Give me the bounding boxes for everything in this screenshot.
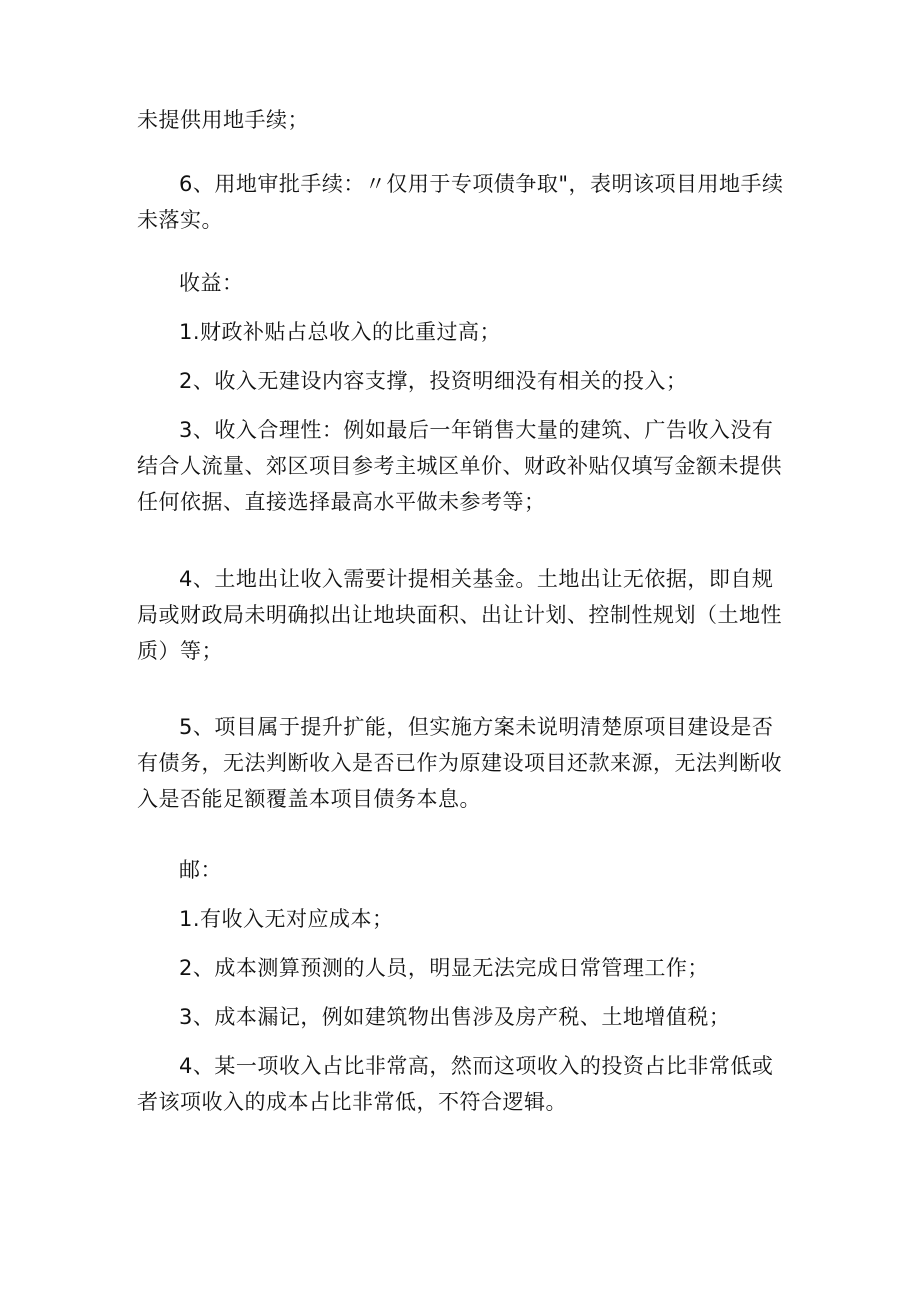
paragraph-land-approval: 6、用地审批手续：〃仅用于专项债争取"，表明该项目用地手续未落实。 (137, 172, 784, 232)
section-heading-revenue: 收益： (179, 271, 244, 295)
list-item-revenue-4: 4、土地出让收入需要计提相关基金。土地出让无依据，即自规局或财政局未明确拟出让地块面积、出让计划、控制性规划（土地性质）等； (137, 567, 782, 663)
list-item-revenue-1: 1.财政补贴占总收入的比重过高； (179, 320, 502, 344)
list-item-revenue-2: 2、收入无建设内容支撑，投资明细没有相关的投入； (179, 369, 688, 393)
list-item-cost-3: 3、成本漏记，例如建筑物出售涉及房产税、土地增值税； (179, 1005, 731, 1029)
list-item-cost-2: 2、成本测算预测的人员，明显无法完成日常管理工作； (179, 956, 709, 980)
paragraph-continuation: 未提供用地手续； (137, 108, 309, 132)
list-item-revenue-3: 3、收入合理性：例如最后一年销售大量的建筑、广告收入没有结合人流量、郊区项目参考主城区单价、财政补贴仅填写金额未提供任何依据、直接选择最高水平做未参考等； (137, 418, 782, 514)
list-item-cost-1: 1.有收入无对应成本； (179, 907, 394, 931)
list-item-revenue-5: 5、项目属于提升扩能，但实施方案未说明清楚原项目建设是否有债务，无法判断收入是否已作为原建设项目还款来源，无法判断收入是否能足额覆盖本项目债务本息。 (137, 715, 782, 811)
list-item-cost-4: 4、某一项收入占比非常高，然而这项收入的投资占比非常低或者该项收入的成本占比非常低，不符合逻辑。 (137, 1054, 774, 1114)
section-heading-cost: 邮： (179, 858, 222, 882)
